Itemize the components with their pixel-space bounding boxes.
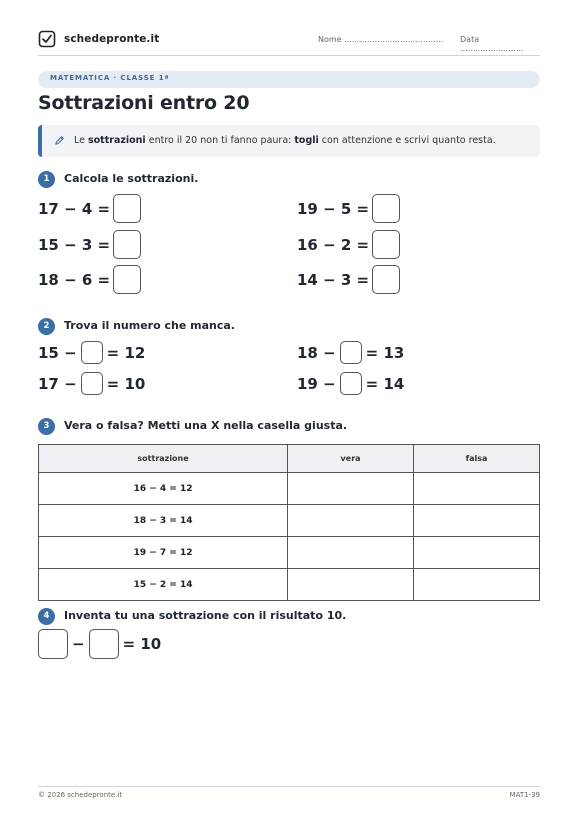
footer-divider [38,786,540,787]
answer-box[interactable] [113,194,141,223]
true-checkbox-cell[interactable] [288,505,414,537]
false-checkbox-cell[interactable] [414,473,540,505]
exercise-result: = 10 [122,635,162,653]
exercise-text: 15 − 3 = [38,235,111,254]
subject-badge [38,71,540,88]
missing-number-exercise [38,372,145,395]
true-checkbox-cell[interactable] [288,473,414,505]
missing-number-box[interactable] [81,341,103,364]
exercise-text: 17 − 4 = [38,199,111,218]
false-checkbox-cell[interactable] [414,569,540,601]
subtraction-exercise [38,265,141,294]
subtrahend-box[interactable] [89,629,119,659]
missing-number-exercise [38,341,145,364]
table-row [39,569,540,601]
section-title: Inventa tu una sottrazione con il risultato 10. [64,609,347,622]
subject-label: MATEMATICA · CLASSE 1ª [50,74,170,82]
name-field-label: Nome ....................................... [318,35,444,44]
column-header-true: vera [288,445,414,473]
intro-box [38,125,540,157]
column-header-subtraction: sottrazione [39,445,288,473]
exercise-result: = 13 [365,343,405,362]
table-row [39,473,540,505]
answer-box[interactable] [372,194,400,223]
column-header-false: falsa [414,445,540,473]
subtraction-exercise [297,194,400,223]
false-checkbox-cell[interactable] [414,537,540,569]
true-checkbox-cell[interactable] [288,569,414,601]
answer-box[interactable] [113,230,141,259]
subtraction-exercise [38,194,141,223]
section-title: Calcola le sottrazioni. [64,172,199,185]
page-title: Sottrazioni entro 20 [38,92,250,114]
subtraction-cell: 16 − 4 = 12 [39,473,288,505]
intro-text-part: entro il 20 non ti fanno paura: [145,135,295,146]
answer-box[interactable] [372,230,400,259]
invent-subtraction-exercise [34,629,161,659]
exercise-text: 16 − 2 = [297,235,370,254]
table-header-row [39,445,540,473]
missing-number-box[interactable] [340,341,362,364]
true-checkbox-cell[interactable] [288,537,414,569]
section-number: 4 [38,608,55,625]
footer-copyright: © 2026 schedepronte.it [38,791,123,799]
missing-number-box[interactable] [340,372,362,395]
answer-box[interactable] [372,265,400,294]
checkbox-logo-icon [38,30,56,48]
table-row [39,537,540,569]
missing-number-exercise [297,372,404,395]
subtraction-cell: 15 − 2 = 14 [39,569,288,601]
true-false-table [38,444,540,601]
intro-text [74,135,496,146]
false-checkbox-cell[interactable] [414,505,540,537]
answer-box[interactable] [113,265,141,294]
brand-name: schedepronte.it [64,33,160,45]
exercise-result: = 14 [365,374,405,393]
subtraction-exercise [38,230,141,259]
header-divider [38,55,540,56]
exercise-result: = 10 [106,374,146,393]
intro-bold-word: togli [294,135,319,146]
section-number: 1 [38,171,55,188]
minus-sign: − [72,635,85,653]
page-header [38,30,540,52]
intro-bold-word: sottrazioni [88,135,146,146]
footer-code: MAT1-39 [509,791,540,799]
intro-accent-bar [38,125,42,157]
subtraction-cell: 18 − 3 = 14 [39,505,288,537]
exercise-text: 17 − [38,374,77,393]
exercise-text: 18 − [297,343,336,362]
minuend-box[interactable] [38,629,68,659]
table-row [39,505,540,537]
subtraction-cell: 19 − 7 = 12 [39,537,288,569]
exercise-text: 19 − [297,374,336,393]
intro-text-part: con attenzione e scrivi quanto resta. [318,135,496,146]
section-title: Vera o falsa? Metti una X nella casella giusta. [64,419,348,432]
subtraction-exercise [297,230,400,259]
exercise-text: 15 − [38,343,77,362]
pencil-icon [54,135,65,146]
section-number: 2 [38,318,55,335]
subtraction-exercise [297,265,400,294]
missing-number-exercise [297,341,404,364]
exercise-text: 18 − 6 = [38,270,111,289]
exercise-text: 14 − 3 = [297,270,370,289]
intro-text-part: Le [74,135,88,146]
section-number: 3 [38,418,55,435]
date-field-label: Data ......................... [460,35,524,53]
missing-number-box[interactable] [81,372,103,395]
exercise-text: 19 − 5 = [297,199,370,218]
exercise-result: = 12 [106,343,146,362]
section-title: Trova il numero che manca. [64,319,235,332]
